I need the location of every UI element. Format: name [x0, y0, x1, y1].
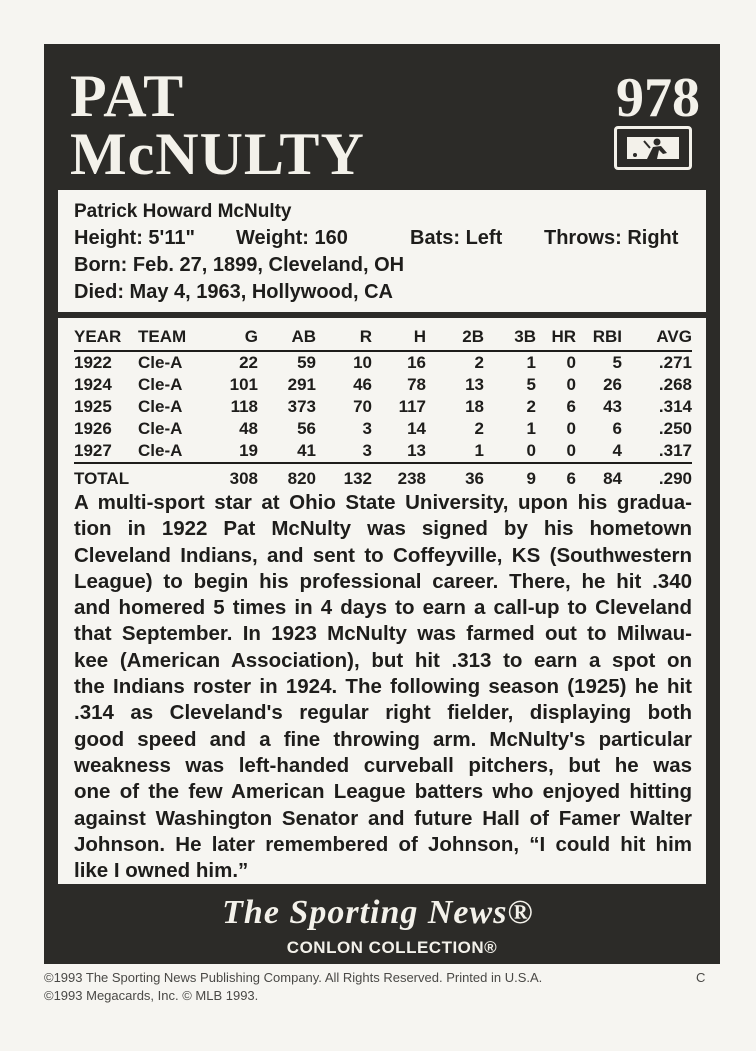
col-header: AVG [622, 324, 692, 351]
story-line: and homered 5 times in 4 days to earn a call-up to Cleveland [74, 596, 692, 620]
stat-cell [138, 463, 198, 492]
stat-cell: 1 [474, 441, 484, 460]
stat-cell: 16 [407, 353, 426, 372]
stat-cell: 1 [526, 353, 536, 372]
col-header: G [198, 324, 258, 351]
stat-cell: 238 [372, 463, 426, 492]
stat-cell: Cle-A [138, 441, 183, 460]
stat-cell: Cle-A [138, 397, 183, 416]
stat-cell: 70 [353, 397, 372, 416]
stat-cell: 1922 [74, 353, 112, 372]
throws: Throws: Right [544, 227, 679, 249]
stat-cell: 3 [362, 441, 372, 460]
player-first-name: PAT [70, 63, 185, 129]
copyright-line-1: ©1993 The Sporting News Publishing Company. All Rights Reserved. Printed in U.S.A. [44, 970, 543, 985]
story-line: the Indians roster in 1924. The following season (1925) he hit [74, 675, 692, 699]
died: Died: May 4, 1963, Hollywood, CA [74, 281, 393, 303]
stat-cell: 820 [258, 463, 316, 492]
table-row [74, 351, 692, 374]
col-header: RBI [576, 324, 622, 351]
story-line: Cleveland Indians, and sent to Coffeyville, KS (Southwestern [74, 543, 692, 567]
card-number: 978 [616, 67, 700, 129]
stat-cell: 9 [484, 463, 536, 492]
stat-cell: 84 [576, 463, 622, 492]
stat-cell: 4 [612, 441, 622, 460]
stat-cell: 78 [407, 375, 426, 394]
stat-cell: 10 [353, 353, 372, 372]
table-row [74, 418, 692, 440]
bats: Bats: Left [410, 227, 503, 249]
stat-cell: 41 [297, 441, 316, 460]
stat-cell: 291 [287, 375, 316, 394]
stat-cell: 56 [297, 419, 316, 438]
stat-cell: 2 [526, 397, 536, 416]
stat-cell: 1927 [74, 441, 112, 460]
sporting-news-logo: The Sporting News® [222, 894, 534, 931]
stat-cell: 0 [566, 419, 576, 438]
stat-cell: .314 [658, 397, 692, 416]
stat-cell: .268 [658, 375, 692, 394]
col-header: 2B [426, 324, 484, 351]
story-line: good speed and a fine throwing arm. McNulty's particular [74, 727, 692, 751]
col-header: R [316, 324, 372, 351]
col-header: TEAM [138, 324, 198, 351]
stat-cell: 26 [603, 375, 622, 394]
stat-cell: 59 [297, 353, 316, 372]
stat-cell: 2 [474, 353, 484, 372]
stat-cell: 6 [566, 397, 576, 416]
bio-box [58, 190, 706, 312]
table-row [74, 374, 692, 396]
stat-cell: 0 [526, 441, 536, 460]
story-line: Johnson. He later remembered of Johnson, “I could hit him [74, 832, 692, 856]
stat-cell: 1925 [74, 397, 112, 416]
col-header: AB [258, 324, 316, 351]
stat-cell: 101 [229, 375, 258, 394]
stat-cell: 308 [198, 463, 258, 492]
weight: Weight: 160 [236, 227, 348, 249]
stat-cell: 5 [612, 353, 622, 372]
stats-and-story-box [58, 318, 706, 884]
story-line: that September. In 1923 McNulty was farmed out to Milwau- [74, 622, 692, 646]
story-line: weakness was left-handed curveball pitchers, but he was [74, 753, 692, 777]
stat-cell: 2 [474, 419, 484, 438]
story-line: kee (American Association), but hit .313 to earn a spot on [74, 648, 692, 672]
stat-cell: 0 [566, 353, 576, 372]
stat-cell: 1924 [74, 375, 112, 394]
stat-cell: 36 [426, 463, 484, 492]
stat-cell: 22 [239, 353, 258, 372]
stats-header-row [74, 324, 692, 351]
stat-cell: 373 [287, 397, 316, 416]
col-header: H [372, 324, 426, 351]
stat-cell: .271 [658, 353, 692, 372]
physical-row [74, 225, 690, 252]
stat-cell: 1926 [74, 419, 112, 438]
stat-cell: 132 [316, 463, 372, 492]
stat-cell: 48 [239, 419, 258, 438]
stat-cell: 0 [566, 441, 576, 460]
table-row [74, 396, 692, 418]
stat-cell: 14 [407, 419, 426, 438]
stat-cell: 3 [362, 419, 372, 438]
story-line: one of the few American League batters who enjoyed hitting [74, 780, 692, 804]
stat-cell: 13 [407, 441, 426, 460]
col-header: YEAR [74, 324, 138, 351]
stat-cell: 118 [230, 397, 258, 416]
stat-cell: 43 [603, 397, 622, 416]
stat-cell: TOTAL [74, 463, 138, 492]
col-header: 3B [484, 324, 536, 351]
stat-cell: 1 [526, 419, 536, 438]
copyright-line-2: ©1993 Megacards, Inc. © MLB 1993. [44, 988, 259, 1003]
story-line: tion in 1922 Pat McNulty was signed by his hometown [74, 517, 692, 541]
stat-cell: 18 [465, 397, 484, 416]
stat-cell: 117 [398, 397, 426, 416]
story-line: like I owned him.” [74, 859, 249, 883]
col-header: HR [536, 324, 576, 351]
story-line: against Washington Senator and future Hall of Famer Walter [74, 806, 692, 830]
stat-cell: .317 [658, 441, 692, 460]
stat-cell: 0 [566, 375, 576, 394]
stat-cell: 5 [526, 375, 536, 394]
born: Born: Feb. 27, 1899, Cleveland, OH [74, 254, 405, 276]
mlb-logo-svg [617, 129, 689, 167]
height: Height: 5'11" [74, 227, 195, 249]
corner-code: C [696, 970, 706, 985]
stats-table [74, 324, 692, 492]
stat-cell: 19 [239, 441, 258, 460]
stat-cell: Cle-A [138, 375, 183, 394]
story-line: League) to begin his professional career. There, he hit .340 [74, 569, 692, 593]
stat-cell: 13 [465, 375, 484, 394]
biography-text [74, 490, 692, 884]
stats-body [74, 351, 692, 492]
stat-cell: 46 [353, 375, 372, 394]
story-line: .314 as Cleveland's regular right fielder, displaying both [74, 701, 692, 725]
stat-cell: 6 [536, 463, 576, 492]
stat-cell: .250 [658, 419, 692, 438]
story-line: A multi-sport star at Ohio State University, upon his gradua- [74, 491, 692, 514]
mlb-logo-icon [614, 126, 692, 170]
stat-cell: Cle-A [138, 353, 183, 372]
stat-cell: 6 [612, 419, 622, 438]
total-row [74, 463, 692, 492]
stat-cell: Cle-A [138, 419, 183, 438]
conlon-collection-label: CONLON COLLECTION® [286, 938, 498, 957]
table-row [74, 440, 692, 463]
full-name: Patrick Howard McNulty [74, 201, 292, 222]
player-last-name: McNULTY [70, 121, 365, 187]
stat-cell: .290 [622, 463, 692, 492]
